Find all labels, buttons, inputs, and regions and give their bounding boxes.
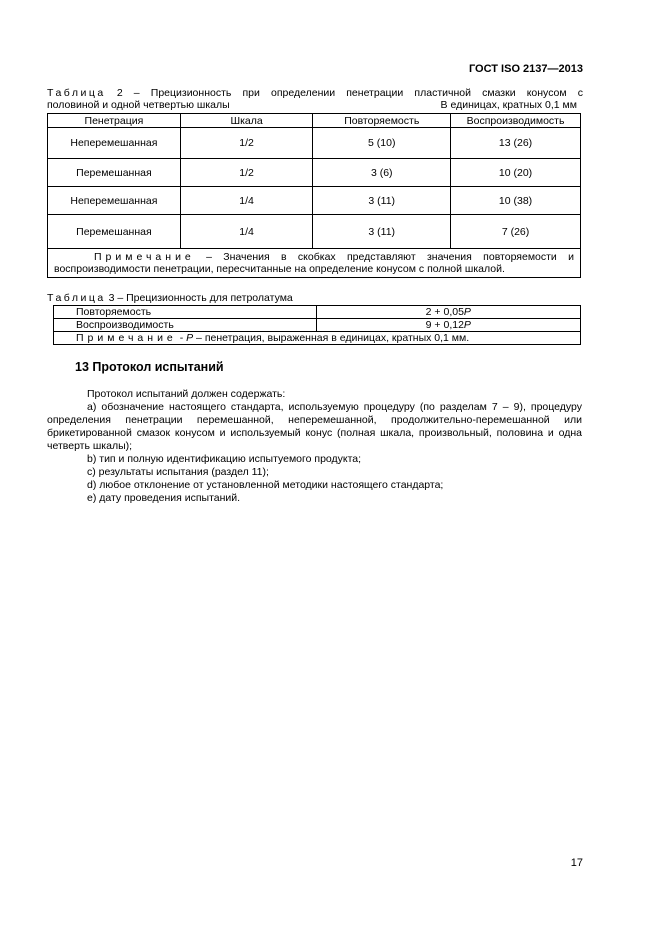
table-row (54, 306, 581, 319)
table-cell: Перемешанная (48, 159, 181, 187)
table-row (48, 187, 581, 215)
table3-note-row (54, 332, 581, 345)
table2-note-row (48, 249, 581, 278)
page-number: 17 (570, 857, 583, 869)
list-item: d) любое отклонение от установленной методики настоящего стандарта; (87, 479, 444, 491)
table-cell: 3 (11) (313, 215, 451, 249)
table3-caption-word: Таблица (47, 292, 106, 304)
table2-units: В единицах, кратных 0,1 мм (440, 98, 577, 111)
table2-col-reproducibility: Воспроизводимость (451, 114, 581, 128)
table3-note: Примечание - P – пенетрация, выраженная в единицах, кратных 0,1 мм. (54, 332, 581, 345)
table3-value: 9 + 0,12P (316, 319, 580, 332)
table3-caption-text: – Прецизионность для петролатума (117, 292, 293, 304)
document-code: ГОСТ ISO 2137—2013 (468, 63, 583, 75)
table2-col-penetration: Пенетрация (48, 114, 181, 128)
section-heading: 13 Протокол испытаний (75, 360, 224, 374)
table-cell: 3 (6) (313, 159, 451, 187)
table3 (53, 305, 581, 345)
table2-caption-word: Таблица (47, 87, 106, 99)
table-row (54, 319, 581, 332)
table3-label: Воспроизводимость (54, 319, 317, 332)
table-cell: 1/2 (180, 128, 313, 159)
table2-note (48, 249, 581, 278)
table3-value: 2 + 0,05P (316, 306, 580, 319)
table2-note-text: – Значения в скобках представляют значения повторяемости и воспроизводимости пенетрации, пересчитанные на определение конусом с полной шкалой. (54, 251, 574, 275)
list-item: а) обозначение настоящего стандарта, используемую процедуру (по разделам 7 – 9), процедуру определения пенетрации перемешанной, неперемешанной, продолжительно-перемешанной или брикетированной смазок конусом и используемый конус (полная шкала, произвольный, половина и одна четверть шкалы); (47, 401, 582, 452)
table2-col-scale: Шкала (180, 114, 313, 128)
section-intro: Протокол испытаний должен содержать: (87, 388, 286, 400)
table3-caption (47, 292, 583, 304)
table2 (47, 113, 581, 278)
table-cell: Неперемешанная (48, 128, 181, 159)
table3-label: Повторяемость (54, 306, 317, 319)
table-cell: Перемешанная (48, 215, 181, 249)
table2-note-word: Примечание (94, 251, 195, 263)
table2-caption-number: 2 (116, 87, 123, 99)
table-cell: 1/4 (180, 187, 313, 215)
table3-caption-number: 3 (108, 292, 115, 304)
table-row (48, 215, 581, 249)
table2-header-row (48, 114, 581, 128)
table-row (48, 159, 581, 187)
table2-caption-line2: половиной и одной четвертью шкалы (47, 98, 230, 111)
list-item: e) дату проведения испытаний. (87, 492, 241, 504)
table2-col-repeatability: Повторяемость (313, 114, 451, 128)
table-cell: 3 (11) (313, 187, 451, 215)
table-cell: Неперемешанная (48, 187, 181, 215)
table-cell: 7 (26) (451, 215, 581, 249)
table-cell: 5 (10) (313, 128, 451, 159)
table-cell: 10 (20) (451, 159, 581, 187)
list-item: b) тип и полную идентификацию испытуемого продукта; (87, 453, 362, 465)
table-row (48, 128, 581, 159)
list-item: c) результаты испытания (раздел 11); (87, 466, 269, 478)
table-cell: 13 (26) (451, 128, 581, 159)
table2-caption (47, 88, 583, 111)
section-body (47, 388, 582, 505)
table-cell: 1/4 (180, 215, 313, 249)
table-cell: 10 (38) (451, 187, 581, 215)
table-cell: 1/2 (180, 159, 313, 187)
table2-caption-line1: – Прецизионность при определении пенетрации пластичной смазки конусом с (133, 87, 583, 99)
